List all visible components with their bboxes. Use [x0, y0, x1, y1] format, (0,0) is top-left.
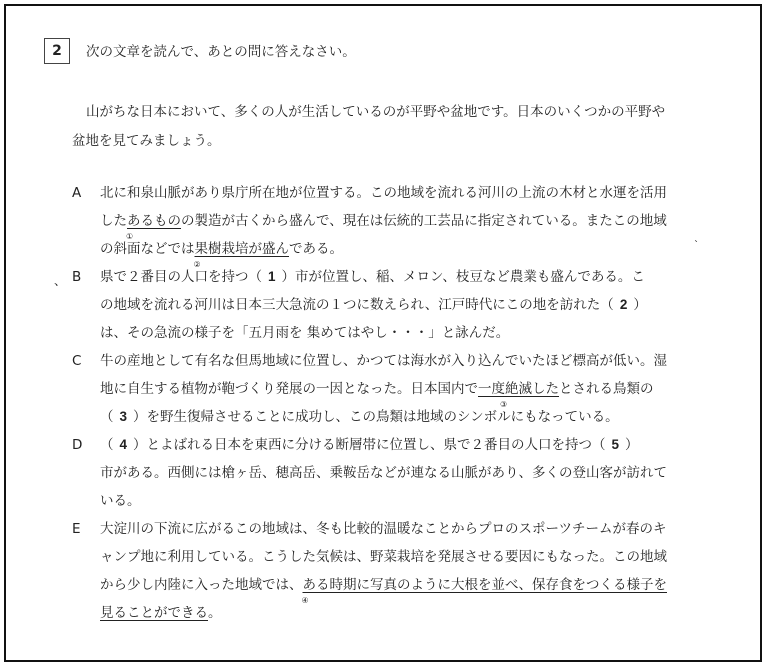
item-label: E — [72, 521, 81, 537]
stray-tick: ` — [694, 240, 699, 251]
underline-3 — [478, 381, 559, 409]
item-line — [100, 431, 698, 459]
item-body — [100, 260, 698, 347]
item-a — [72, 179, 698, 269]
blank-5: 5 — [611, 437, 620, 452]
blank-2: 2 — [619, 297, 628, 312]
text-run: から少し内陸に入った地域では、 — [100, 577, 303, 593]
text-run: 地に自生する植物が鞄づくり発展の一因となった。日本国内で — [100, 381, 478, 397]
text-run: 。 — [208, 605, 222, 621]
underline-2 — [193, 241, 290, 269]
item-body — [100, 179, 698, 269]
item-body — [100, 431, 698, 515]
intro-line-1: 山がちな日本において、多くの人が生活しているのが平野や盆地です。日本のいくつかの平野や — [86, 104, 666, 120]
item-label: B — [72, 269, 82, 285]
text-run: とされる鳥類の — [559, 381, 654, 397]
item-line: 大淀川の下流に広がるこの地域は、冬も比較的温暖なことからプロのスポーツチームが春のキ — [100, 521, 667, 537]
marker-4: ④ — [301, 596, 309, 605]
blank-3: 3 — [119, 409, 128, 424]
text-run: した — [100, 213, 127, 229]
question-instruction: 次の文章を読んで、あとの問に答えなさい。 — [86, 44, 356, 60]
item-body — [100, 347, 698, 431]
item-label: C — [72, 353, 82, 369]
text-run: （ — [100, 437, 114, 453]
item-c — [72, 347, 698, 431]
underlined-text: ある時期に写真のように大根を並べ、保存食をつくる様子を — [302, 577, 667, 593]
item-d — [72, 431, 698, 515]
underlined-text: 一度絶滅した — [478, 381, 559, 397]
underlined-text: 果樹栽培が盛ん — [194, 241, 289, 257]
intro-paragraph — [72, 98, 694, 156]
blank-4: 4 — [119, 437, 128, 452]
text-run: の地域を流れる河川は日本三大急流の１つに数えられ、江戸時代にこの地を訪れた（ — [100, 297, 614, 313]
item-label: A — [72, 185, 82, 201]
item-line — [100, 232, 698, 269]
item-line: は、その急流の様子を「五月雨を 集めてはやし・・・」と詠んだ。 — [100, 325, 510, 341]
text-run: ）とよばれる日本を東西に分ける断層帯に位置し、県で２番目の人口を持つ（ — [133, 437, 606, 453]
item-line: 北に和泉山脈があり県庁所在地が位置する。この地域を流れる河川の上流の木材と水運を活用 — [100, 185, 667, 201]
underline-4-cont — [100, 605, 208, 621]
text-run: ）を野生復帰させることに成功し、この鳥類は地域のシンボルにもなっている。 — [133, 409, 619, 425]
marker-3: ③ — [500, 400, 508, 409]
underline-1 — [126, 213, 181, 241]
item-e — [72, 515, 698, 627]
item-line — [100, 400, 698, 431]
item-body — [100, 515, 698, 627]
question-number-box: 2 — [44, 38, 70, 64]
text-run: ） — [625, 437, 639, 453]
marker-2: ② — [193, 260, 201, 269]
underlined-text: あるもの — [127, 213, 181, 229]
item-line — [100, 571, 698, 605]
item-b — [72, 260, 698, 347]
item-line: 牛の産地として有名な但馬地域に位置し、かつては海水が入り込んでいたほど標高が低い。湿 — [100, 353, 667, 369]
item-line — [100, 207, 698, 241]
item-line: いる。 — [100, 493, 141, 509]
text-run: である。 — [289, 241, 343, 257]
text-run: の製造が古くから盛んで、現在は伝統的工芸品に指定されている。またこの地域 — [181, 213, 667, 229]
item-line — [100, 596, 698, 627]
blank-1: 1 — [268, 269, 276, 284]
item-line — [100, 291, 698, 319]
item-label: D — [72, 437, 83, 453]
underlined-text: 見ることができる — [100, 605, 208, 621]
text-run: 県で２番目の人口を持つ（ — [100, 269, 262, 285]
item-line: ャンプ地に利用している。こうした気候は、野菜栽培を発展させる要因にもなった。この地域 — [100, 549, 667, 565]
item-line — [100, 260, 698, 291]
underline-4 — [301, 577, 668, 605]
intro-line-2: 盆地を見てみましょう。 — [72, 133, 221, 149]
item-line — [100, 375, 698, 409]
text-run: ）市が位置し、稲、メロン、枝豆など農業も盛んである。こ — [281, 269, 645, 285]
item-line: 市がある。西側には槍ヶ岳、穂高岳、乗鞍岳などが連なる山脈があり、多くの登山客が訪れて — [100, 465, 667, 481]
text-run: ） — [633, 297, 647, 313]
stray-mark: 、 — [54, 274, 67, 288]
text-run: の斜面などでは — [100, 241, 195, 257]
marker-1: ① — [126, 232, 134, 241]
text-run: （ — [100, 409, 114, 425]
